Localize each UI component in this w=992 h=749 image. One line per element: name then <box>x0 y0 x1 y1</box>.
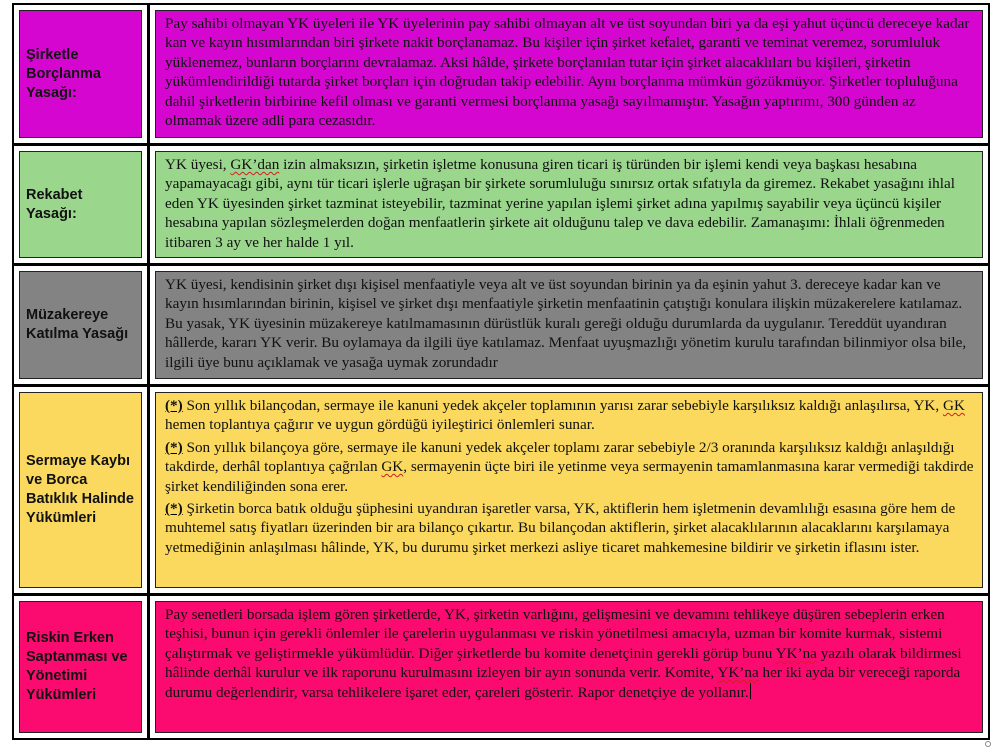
table-row <box>12 5 990 143</box>
paragraph <box>165 155 974 252</box>
label-cell <box>14 596 147 738</box>
paragraph[interactable] <box>165 605 974 702</box>
row-label: Sermaye Kaybı ve Borca Batıklık Halinde Yükümleri <box>19 392 142 588</box>
spellcheck-word: GK’dan <box>230 156 280 173</box>
content-cell <box>150 5 988 143</box>
text-before-gk: YK üyesi, <box>165 156 231 173</box>
table-row <box>12 596 990 738</box>
row-content <box>155 392 983 588</box>
paragraph: Pay sahibi olmayan YK üyeleri ile YK üyelerinin pay sahibi olmayan alt ve üst soyundan biri ya da eşi yahut üçüncü dereceye kadar kan ve kayın hısımlarından biri şirkete nakit borçlanamaz. Bu kişiler için şirket kefalet, garanti ve teminat veremez, sorumluluk yüklenemez, bunların borçlarını devralamaz. Aksi hâlde, şirkete borçlanılan tutar için şirket alacaklıları bu kişileri, şirketin yükümlendirildiği tutarda şirket borçları için doğrudan takip edebilir. Aynı borçlanma mümkün gözükmüyor. Şirketler topluluğuna dahil şirketlerin birbirine kefil olması ve garanti vermesi borçlanma yasağı sayılmamıştır. Yasağın yaptırımı, 300 günden az olmamak üzere adli para cezasıdır. <box>165 15 970 130</box>
row-label: Şirketle Borçlanma Yasağı: <box>19 10 142 138</box>
asterisk-marker: (*) <box>165 500 183 518</box>
end-of-cell-mark <box>985 741 991 747</box>
row-content[interactable] <box>155 601 983 733</box>
content-cell <box>150 146 988 263</box>
paragraph-text: Pay senetleri borsada işlem gören şirketlerde, YK, şirketin varlığını, gelişmesini ve devamını tehlikeye düşüren sebeplerin erken teşhisi, bunun için gerekli önlemler ile çarelerin uygulanması ve riskin yönetilmesi amacıyla, uzman bir komite kurmak, sistemi çalıştırmak ve geliştirmekle yükümlüdür. Diğer şirketlerde bu komite denetçinin gerekli görüp bunu YK’na yazılı olarak bildirmesi hâlinde derhâl kurulur ve ilk raporunu kurulmasını izleyen bir ayın sonunda verir. Komite, YK’na her iki ayda bir vereceği raporda durumu değerlendirir, varsa tehlikelere işaret eder, çareleri gösterir. Rapor denetçiye de yollanır. <box>165 606 962 701</box>
label-cell <box>14 266 147 384</box>
row-label: Rekabet Yasağı: <box>19 151 142 258</box>
row-content <box>155 271 983 379</box>
paragraph <box>165 499 974 557</box>
asterisk-marker: (*) <box>165 438 183 456</box>
table-row <box>12 387 990 593</box>
paragraph <box>165 438 974 496</box>
paragraph: YK üyesi, kendisinin şirket dışı kişisel menfaatiyle veya alt ve üst soyundan birinin ya da eşinin yahut 3. dereceye kadar kan ve kayın hısımlarından birinin, kişisel ve şirket dışı menfaatiyle şirketin menfaatinin çatıştığı konulara ilişkin müzakerelere katılamaz. Bu yasak, YK üyesinin müzakereye katılmamasının dürüstlük kuralı gereği olduğu durumlarda da uygulanır. Tereddüt uyandıran hâllerde, kararı YK verir. Bu oylamaya da ilgili üye katılamaz. Menfaat uyuşmazlığı yönetim kurulu tarafından bilinmiyor olsa bile, ilgili üye bunu açıklamak ve yasağa uymak zorundadır <box>165 276 967 371</box>
content-cell <box>150 387 988 593</box>
table-row <box>12 146 990 263</box>
content-cell <box>150 596 988 738</box>
label-cell <box>14 387 147 593</box>
label-cell <box>14 146 147 263</box>
content-cell <box>150 266 988 384</box>
row-label: Müzakereye Katılma Yasağı <box>19 271 142 379</box>
document-table <box>12 3 990 740</box>
text-cursor <box>750 683 751 699</box>
paragraph-text: Son yıllık bilançodan, sermaye ile kanuni yedek akçeler toplamının yarısı zarar sebebiyle karşılıksız kaldığı anlaşılırsa, YK, GK hemen toplantıya çağırır ve uygun gördüğü iyileştirici önlemleri sunar. <box>165 397 965 434</box>
paragraph <box>165 396 974 435</box>
row-label: Riskin Erken Saptanması ve Yönetimi Yükümleri <box>19 601 142 733</box>
asterisk-marker: (*) <box>165 397 183 414</box>
row-content <box>155 10 983 138</box>
paragraph-text: Şirketin borca batık olduğu şüphesini uyandıran işaretler varsa, YK, aktiflerin hem işletmenin devamlılığı esasına göre hem de muhtemel satış fiyatları üzerinden bir ara bilanço çıkartır. Bu bilançodan aktiflerin, şirket alacaklılarının alacaklarını karşılamaya yetmediğinin anlaşılması hâlinde, YK, bu durumu şirket merkezi asliye ticaret mahkemesine bildirir ve şirketin iflasını ister. <box>165 500 956 556</box>
paragraph-text: Son yıllık bilançoya göre, sermaye ile kanuni yedek akçeler toplamı zarar sebebiyle 2/3 oranında karşılıksız kaldığı anlaşıldığı takdirde, derhâl toplantıya çağrılan GK, sermayenin üçte biri ile yetinme veya sermayenin tamamlanmasına karar vermediği takdirde şirket kendiliğinden sona erer. <box>165 438 974 495</box>
text-after-gk: izin almaksızın, şirketin işletme konusuna giren ticari iş türünden bir işlemi kendi veya başkası hesabına yapamayacağı gibi, aynı tür ticari işlerle uğraşan bir şirkete sorumluluğu sınırsız ortak sıfatıyla da giremez. Rekabet yasağını ihlal eden YK üyesinden şirket tazminat isteyebilir, tazminat yerine yapılan işlemi şirket adına yapılmış sayabilir veya üçüncü kişiler hesabına yapılan sözleşmelerden doğan menfaatlerin şirkete ait olduğunu talep ve dava edebilir. Zamanaşımı: İhlali öğrenmeden itibaren 3 ay ve her halde 1 yıl. <box>165 156 955 251</box>
table-row <box>12 266 990 384</box>
row-content <box>155 151 983 258</box>
label-cell <box>14 5 147 143</box>
